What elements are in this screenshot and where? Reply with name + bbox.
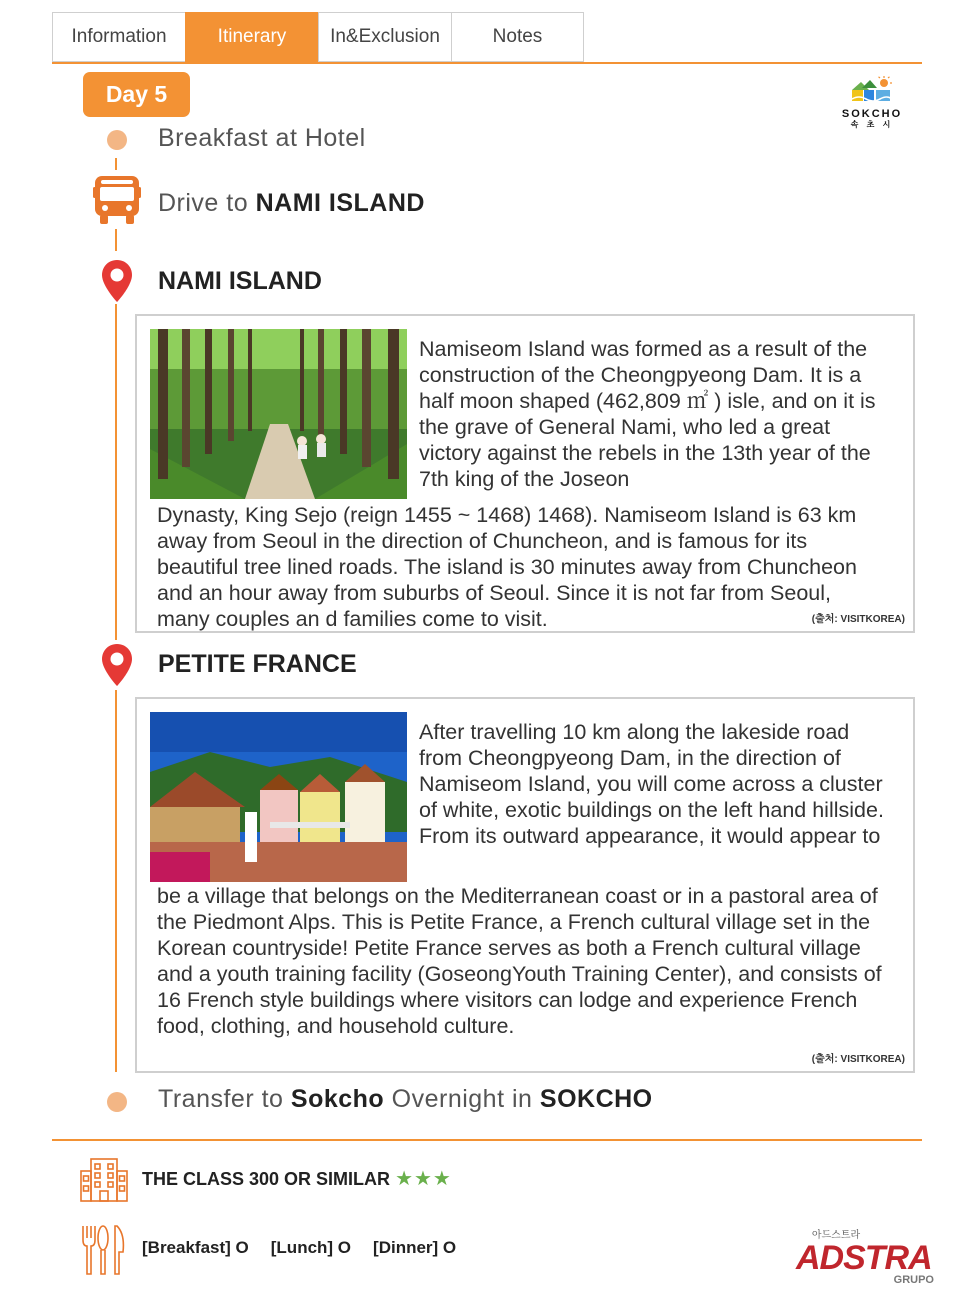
timeline-dot <box>107 1092 127 1112</box>
meal-dinner: [Dinner] O <box>373 1238 457 1257</box>
petite-france-photo <box>150 712 407 882</box>
sokcho-logo <box>838 76 906 136</box>
sokcho-wordmark: SOKCHO <box>841 108 903 120</box>
location-pin-icon <box>100 259 134 303</box>
bus-icon <box>90 173 144 227</box>
step-transfer-prefix: Transfer to <box>158 1085 291 1113</box>
step-transfer <box>158 1085 653 1114</box>
adstra-logo-wordmark: ADSTRA <box>796 1239 932 1277</box>
tab-information[interactable]: Information <box>52 12 185 62</box>
step-transfer-place: Sokcho <box>290 1085 385 1113</box>
place-card-petite-france <box>135 697 915 1073</box>
step-overnight-prefix: Overnight in <box>384 1085 540 1113</box>
tab-in-exclusion[interactable]: In&Exclusion <box>318 12 451 62</box>
nami-description-beside: Namiseom Island was formed as a result of the construction of the Cheongpyeong Dam. It is a half moon shaped (462,809 ㎡ ) isle, and on it is the grave of General Nami, who led a great victory against the rebels in the 13th year of the 7th king of the Joseon <box>419 337 876 491</box>
location-pin-icon <box>100 643 134 687</box>
petite-france-description-below: be a village that belongs on the Mediterranean coast or in a pastoral area of the Piedmont Alps. This is Petite France, a French cultural village set in the Korean countryside! Petite France serves as both a French cultural village and a youth training facility (GoseongYouth Training Center), and consists of 16 French style buildings where visitors can lodge and experience French food, clothing, and household culture. <box>157 884 882 1038</box>
step-overnight-place: SOKCHO <box>539 1085 653 1113</box>
meal-lunch: [Lunch] O <box>270 1238 352 1257</box>
timeline-dot <box>107 130 127 150</box>
petite-france-description-beside: After travelling 10 km along the lakeside road from Cheongpyeong Dam, in the direction of Namiseom Island, you will come across a cluster of white, exotic buildings on the left hand hillside. From its outward appearance, it would appear to <box>419 720 884 848</box>
step-drive-place: NAMI ISLAND <box>255 189 425 217</box>
adstra-logo <box>796 1226 938 1284</box>
section-divider <box>52 1139 922 1141</box>
place-title-nami: NAMI ISLAND <box>158 267 322 295</box>
hotel-icon <box>79 1153 129 1203</box>
timeline-line <box>115 690 117 1072</box>
step-breakfast: Breakfast at Hotel <box>158 124 366 152</box>
hotel-stars: ★★★ <box>395 1168 452 1190</box>
timeline-line <box>115 229 117 251</box>
nami-description-below: Dynasty, King Sejo (reign 1455 ~ 1468) 1468). Namiseom Island is 63 km away from Seoul in the direction of Chuncheon, and is famous for its beautiful tree lined roads. The island is 30 minutes away from Chuncheon and an hour away from suburbs of Seoul. Since it is not far from Seoul, many couples an d families come to visit. <box>157 503 857 631</box>
timeline-line <box>115 304 117 640</box>
place-card-nami <box>135 314 915 633</box>
tab-itinerary[interactable]: Itinerary <box>185 12 318 62</box>
cutlery-icon <box>79 1224 127 1276</box>
adstra-logo-korean: 아드스트라 <box>811 1230 861 1241</box>
tab-notes[interactable]: Notes <box>451 12 584 62</box>
hotel-name: THE CLASS 300 OR SIMILAR <box>142 1169 391 1189</box>
meal-breakfast: [Breakfast] O <box>142 1238 249 1257</box>
adstra-logo-sub: GRUPO <box>893 1274 934 1286</box>
place-title-petite-france: PETITE FRANCE <box>158 650 357 678</box>
nami-photo-credit: (출처: VISITKOREA) <box>811 614 905 625</box>
tab-bar <box>52 12 584 62</box>
tab-divider <box>52 62 922 64</box>
petite-france-photo-credit: (출처: VISITKOREA) <box>811 1054 905 1065</box>
day-badge: Day 5 <box>83 72 190 117</box>
step-drive <box>158 189 425 218</box>
step-drive-prefix: Drive to <box>158 189 256 217</box>
timeline-line <box>115 158 117 170</box>
sokcho-logo-icon <box>849 76 895 106</box>
hotel-line <box>142 1166 452 1191</box>
meals-line <box>142 1238 456 1258</box>
nami-island-photo <box>150 329 407 499</box>
sokcho-wordmark-korean: 속 초 시 <box>850 120 894 129</box>
